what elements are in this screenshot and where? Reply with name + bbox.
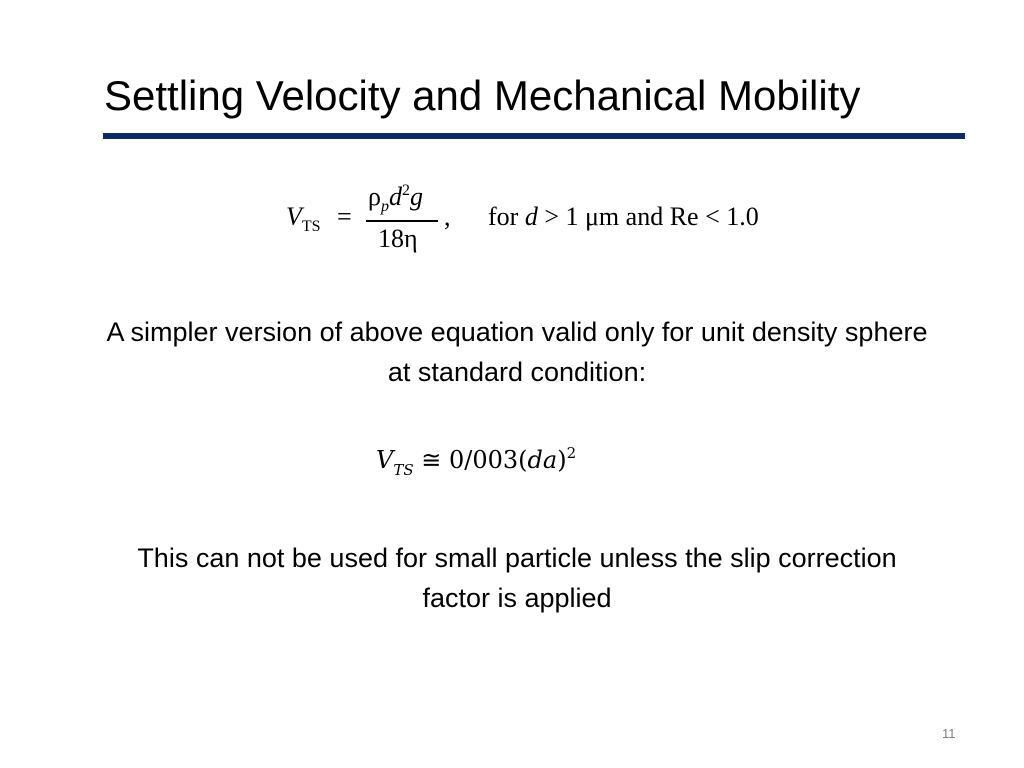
eq2-exponent: 2 [566, 444, 577, 462]
eq1-v: V [286, 202, 302, 231]
paragraph-slip-correction: This can not be used for small particle unless the slip correction factor is applied [137, 543, 897, 613]
eq1-rho-subscript: p [380, 198, 389, 215]
slide-title: Settling Velocity and Mechanical Mobility [104, 72, 861, 119]
eq2-v: V [376, 446, 394, 474]
eq2-close: ) [557, 446, 567, 474]
eq1-equals: = [337, 202, 352, 231]
eq2-relation: ≅ 0/003( [413, 446, 528, 474]
eq1-condition [488, 202, 759, 232]
eq1-v-subscript: TS [301, 218, 321, 235]
eq2-var: da [527, 446, 558, 474]
paragraph-simpler-version: A simpler version of above equation valid only for unit density sphere at standard condition: [106, 317, 928, 387]
eq1-denominator: 18η [378, 224, 418, 253]
eq1-cond-d: d [524, 202, 538, 231]
eq1-rho: ρ [368, 182, 381, 211]
eq1-fraction-bar [366, 220, 438, 222]
eq1-exponent: 2 [401, 182, 410, 199]
eq1-comma: , [444, 202, 451, 231]
eq1-g: g [409, 182, 423, 211]
page-number: 11 [942, 726, 956, 741]
eq1-cond-for: for [488, 202, 519, 231]
eq1-d: d [388, 182, 402, 211]
eq1-lhs [286, 202, 321, 236]
title-underline [103, 133, 965, 139]
simplified-equation [376, 444, 576, 479]
eq1-numerator [368, 182, 423, 216]
settling-velocity-equation [286, 182, 826, 262]
eq2-subscript: TS [393, 461, 414, 479]
eq1-cond-rest: > 1 μm and Re < 1.0 [544, 202, 759, 231]
